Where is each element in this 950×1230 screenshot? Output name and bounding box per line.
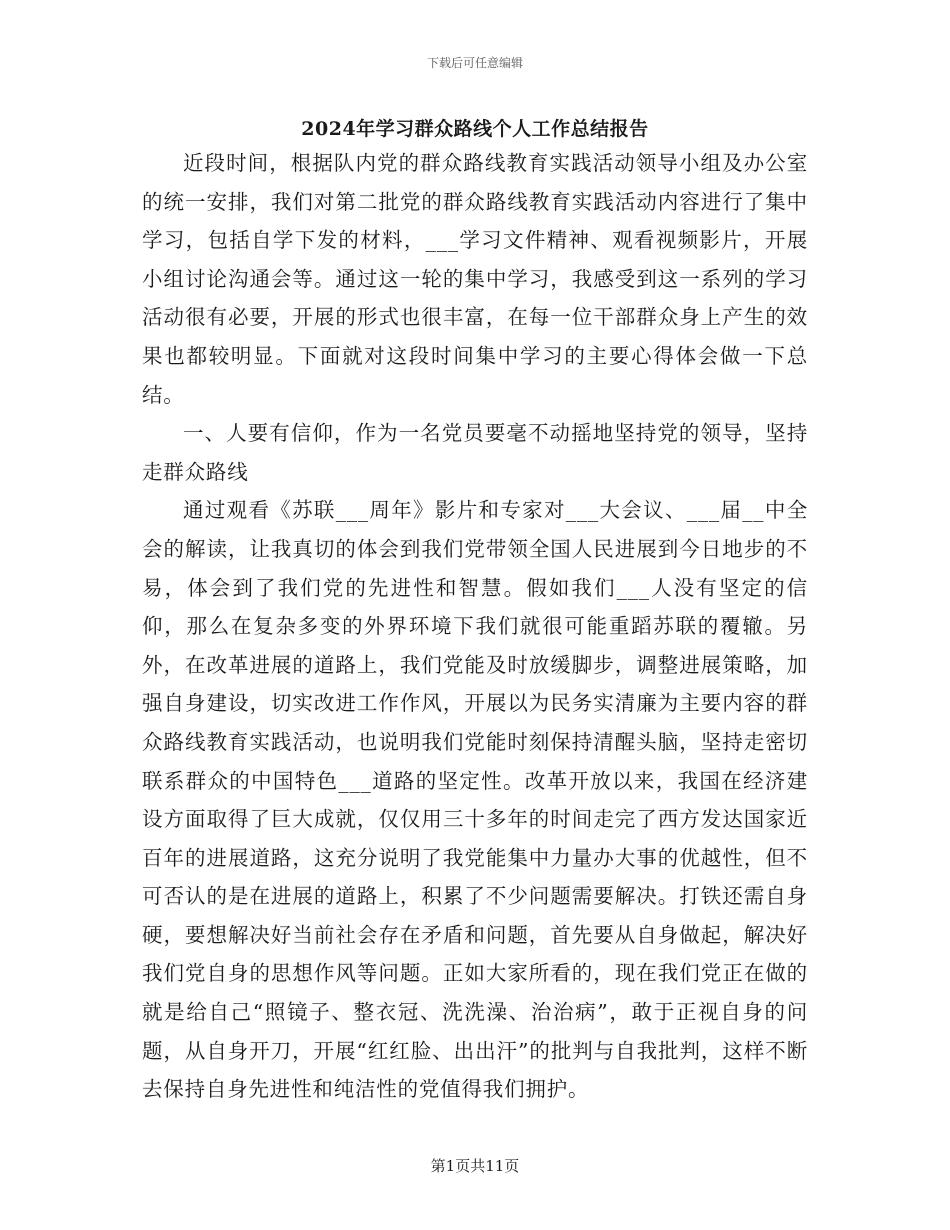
paragraph-intro: 近段时间，根据队内党的群众路线教育实践活动领导小组及办公室的统一安排，我们对第二批党的群众路线教育实践活动内容进行了集中学习，包括自学下发的材料，___学习文件精神、观看视频影片，开展小组讨论沟通会等。通过这一轮的集中学习，我感受到这一系列的学习活动很有必要，开展的形式也很丰富，在每一位干部群众身上产生的效果也都较明显。下面就对这段时间集中学习的主要心得体会做一下总结。	[142, 151, 808, 407]
document-title: 2024年学习群众路线个人工作总结报告	[301, 118, 649, 140]
document-body	[142, 144, 808, 1109]
section-heading-1: 一、人要有信仰，作为一名党员要毫不动摇地坚持党的领导，坚持走群众路线	[142, 421, 808, 484]
header-note: 下载后可任意编辑	[426, 56, 523, 70]
page-number-footer: 第1页共11页	[430, 1157, 520, 1175]
paragraph-section-1: 通过观看《苏联___周年》影片和专家对___大会议、___届__中全会的解读，让我真切的体会到我们党带领全国人民进展到今日地步的不易，体会到了我们党的先进性和智慧。假如我们___人没有坚定的信仰，那么在复杂多变的外界环境下我们就很可能重蹈苏联的覆辙。另外，在改革进展的道路上，我们党能及时放缓脚步，调整进展策略，加强自身建设，切实改进工作作风，开展以为民务实清廉为主要内容的群众路线教育实践活动，也说明我们党能时刻保持清醒头脑，坚持走密切联系群众的中国特色___道路的坚定性。改革开放以来，我国在经济建设方面取得了巨大成就，仅仅用三十多年的时间走完了西方发达国家近百年的进展道路，这充分说明了我党能集中力量办大事的优越性，但不可否认的是在进展的道路上，积累了不少问题需要解决。打铁还需自身硬，要想解决好当前社会存在矛盾和问题，首先要从自身做起，解决好我们党自身的思想作风等问题。正如大家所看的，现在我们党正在做的就是给自己“照镜子、整衣冠、洗洗澡、治治病”，敢于正视自身的问题，从自身开刀，开展“红红脸、出出汗”的批判与自我批判，这样不断去保持自身先进性和纯洁性的党值得我们拥护。	[142, 498, 808, 1102]
